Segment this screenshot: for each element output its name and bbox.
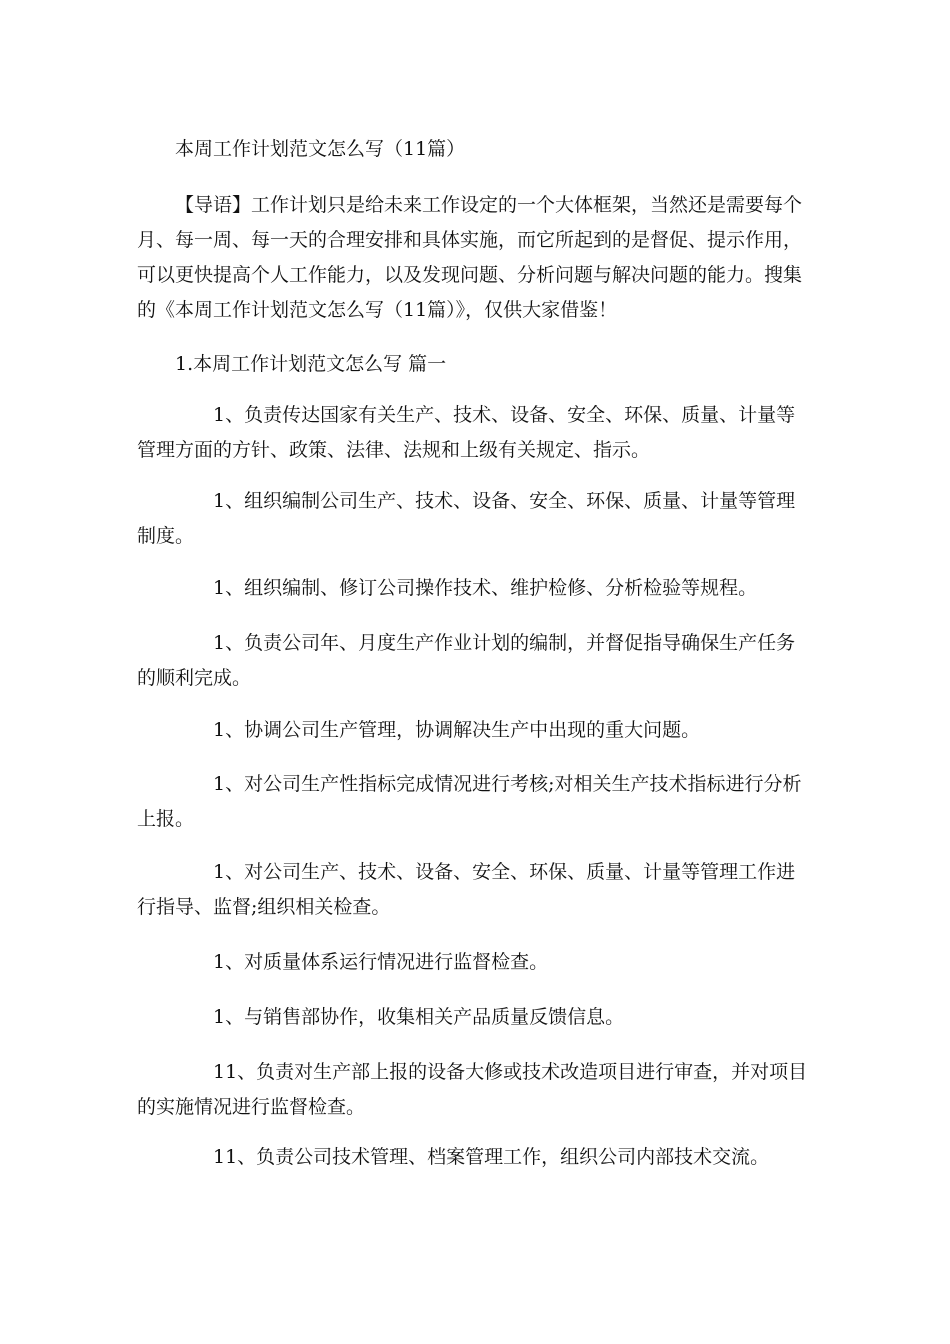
intro-line: 可以更快提高个人工作能力，以及发现问题、分析问题与解决问题的能力。搜集 [137,264,803,286]
list-item [137,713,817,748]
list-item-line: 管理方面的方针、政策、法律、法规和上级有关规定、指示。 [137,439,651,461]
list-item [137,945,817,980]
list-item-line: 1、与销售部协作，收集相关产品质量反馈信息。 [213,1006,625,1028]
list-item-line: 1、负责传达国家有关生产、技术、设备、安全、环保、质量、计量等 [213,404,796,426]
list-item-line: 的顺利完成。 [137,667,252,689]
list-item-line: 1、对公司生产性指标完成情况进行考核;对相关生产技术指标进行分析 [213,773,802,795]
list-item [137,571,817,606]
list-item-line: 11、负责对生产部上报的设备大修或技术改造项目进行审查，并对项目 [213,1061,808,1083]
list-item-line: 1、负责公司年、月度生产作业计划的编制，并督促指导确保生产任务 [213,632,796,654]
list-item-line: 1、协调公司生产管理，协调解决生产中出现的重大问题。 [213,719,701,741]
list-item-line: 11、负责公司技术管理、档案管理工作，组织公司内部技术交流。 [213,1146,770,1168]
list-item-line: 1、对公司生产、技术、设备、安全、环保、质量、计量等管理工作进 [213,861,796,883]
list-item [137,1140,817,1175]
list-item [137,767,817,837]
list-item [137,855,817,925]
list-item [137,1055,817,1125]
intro-line: 【导语】工作计划只是给未来工作设定的一个大体框架，当然还是需要每个 [175,194,803,216]
intro-line: 的《本周工作计划范文怎么写（11篇）》，仅供大家借鉴！ [137,299,618,321]
intro-line: 月、每一周、每一天的合理安排和具体实施，而它所起到的是督促、提示作用， [137,229,803,251]
list-item [137,484,817,554]
list-item-line: 制度。 [137,525,195,547]
list-item [137,1000,817,1035]
document-title: 本周工作计划范文怎么写（11篇） [175,138,466,160]
list-item-line: 行指导、监督;组织相关检查。 [137,896,391,918]
list-item [137,398,817,468]
list-item-line: 1、组织编制公司生产、技术、设备、安全、环保、质量、计量等管理 [213,490,796,512]
list-item-line: 上报。 [137,808,195,830]
section-heading: 1.本周工作计划范文怎么写 篇一 [175,353,447,375]
list-item [137,626,817,696]
list-item-line: 1、对质量体系运行情况进行监督检查。 [213,951,549,973]
list-item-line: 1、组织编制、修订公司操作技术、维护检修、分析检验等规程。 [213,577,758,599]
list-item-line: 的实施情况进行监督检查。 [137,1096,366,1118]
